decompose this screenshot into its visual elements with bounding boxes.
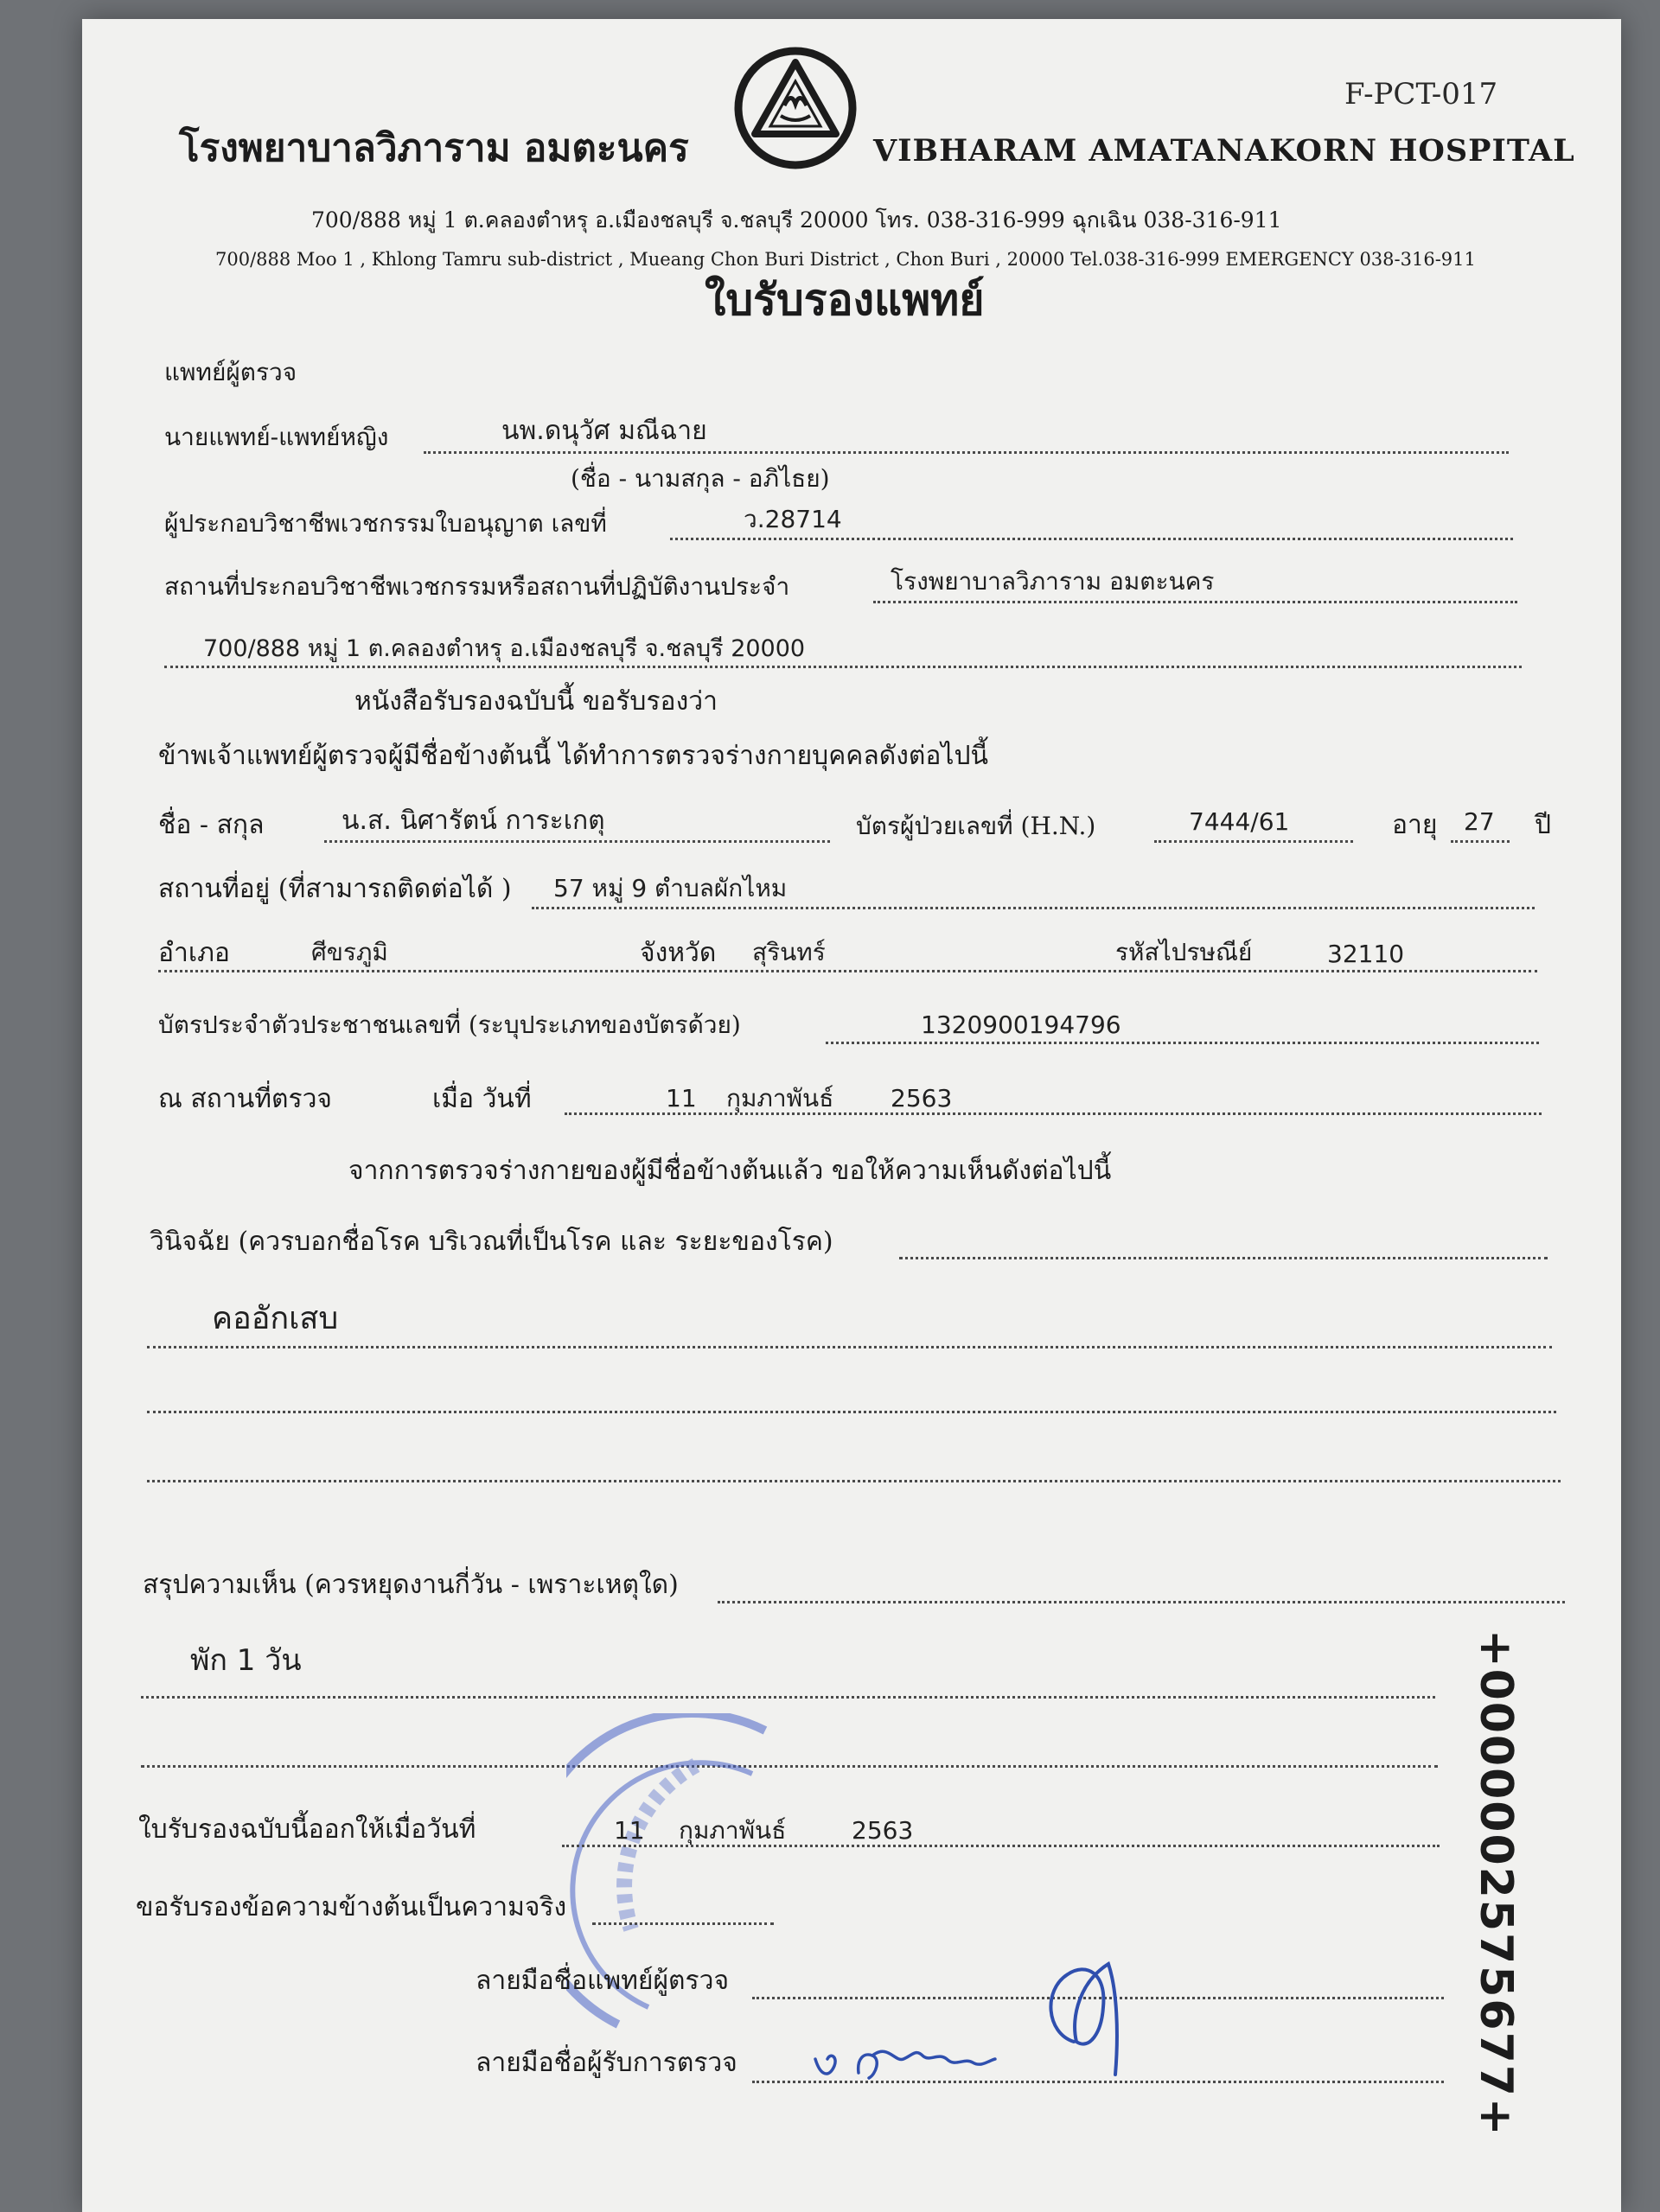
summary-line-1 [718,1601,1565,1603]
patient-name-value: น.ส. นิศารัตน์ การะเกตุ [342,806,605,836]
district-line [158,970,1537,972]
hospital-logo-icon [731,43,860,173]
hn-value: 7444/61 [1189,807,1290,836]
workplace-address: 700/888 หมู่ 1 ต.คลองตำหรุ อ.เมืองชลบุรี จ.ชลบุรี 20000 [203,635,806,662]
province-value: สุรินทร์ [752,938,826,966]
patient-address-value: 57 หมู่ 9 ตำบลผักไหม [553,874,788,902]
issue-month: กุมภาพันธ์ [679,1816,787,1845]
patient-signature-icon [808,2033,1007,2094]
workplace-value: โรงพยาบาลวิภาราม อมตะนคร [891,567,1215,596]
id-label: บัตรประจำตัวประชาชนเลขที่ (ระบุประเภทของบัตรด้วย) [158,1010,741,1039]
form-code: F-PCT-017 [1344,77,1498,112]
truth-line-dots [592,1922,774,1925]
official-stamp-icon [566,1713,774,2059]
serial-number: +0000002575677+ [1470,1629,1522,2138]
certificate-page [82,19,1621,2212]
statement: ข้าพเจ้าแพทย์ผู้ตรวจผู้มีชื่อข้างต้นนี้ ได้ทำการตรวจร่างกายบุคคลดังต่อไปนี้ [158,741,988,771]
issue-line [562,1845,1440,1847]
diagnosis-line-3 [147,1411,1556,1413]
certify-line: หนังสือรับรองฉบับนี้ ขอรับรองว่า [354,686,718,717]
doctor-section-label: แพทย์ผู้ตรวจ [164,358,297,386]
summary-line-2 [141,1696,1435,1699]
issue-year: 2563 [852,1816,914,1845]
summary-label: สรุปความเห็น (ควรหยุดงานกี่วัน - เพราะเหตุใด) [143,1570,679,1600]
issue-day: 11 [614,1816,645,1845]
exam-date-line [565,1112,1542,1115]
id-value: 1320900194796 [921,1010,1121,1039]
exam-year: 2563 [891,1084,953,1112]
hn-line [1154,840,1353,843]
diagnosis-label: วินิจฉัย (ควรบอกชื่อโรค บริเวณที่เป็นโรค และ ระยะของโรค) [150,1227,833,1257]
exam-date-label: เมื่อ วันที่ [432,1084,532,1114]
license-label: ผู้ประกอบวิชาชีพเวชกรรมใบอนุญาต เลขที่ [164,509,607,538]
hospital-name-en: VIBHARAM AMATANAKORN HOSPITAL [873,133,1575,169]
patient-name-line [324,840,830,843]
postal-value: 32110 [1327,940,1405,968]
diagnosis-line-2 [147,1346,1552,1348]
doctor-name-hint: (ชื่อ - นามสกุล - อภิไธย) [571,464,830,493]
exam-month: กุมภาพันธ์ [726,1084,834,1112]
summary-value: พัก 1 วัน [190,1643,302,1678]
doctor-name-value: นพ.ดนุวัศ มณีฉาย [501,416,707,446]
age-line [1451,840,1510,843]
patient-address-line [532,907,1535,909]
doctor-name-line [424,451,1509,454]
doctor-name-label: นายแพทย์-แพทย์หญิง [164,423,389,451]
diagnosis-line-1 [899,1257,1548,1259]
id-line [826,1042,1539,1044]
age-value: 27 [1464,807,1495,836]
hospital-address-en: 700/888 Moo 1 , Khlong Tamru sub-district , Mueang Chon Buri District , Chon Buri , 20000 Tel.038-316-999 EMERGENCY 038-316-911 [215,249,1476,270]
license-line [670,538,1513,540]
province-label: จังหวัด [640,938,717,968]
age-unit: ปี [1535,810,1552,840]
hospital-address-th: 700/888 หมู่ 1 ต.คลองตำหรุ อ.เมืองชลบุรี จ.ชลบุรี 20000 โทร. 038-316-999 ฉุกเฉิน 038-316-911 [311,207,1282,233]
patient-name-label: ชื่อ - สกุล [158,810,265,840]
workplace-label: สถานที่ประกอบวิชาชีพเวชกรรมหรือสถานที่ปฏิบัติงานประจำ [164,572,790,601]
district-value: ศีขรภูมิ [311,938,388,966]
hospital-name-th: โรงพยาบาลวิภาราม อมตะนคร [179,126,689,170]
license-value: ว.28714 [744,505,842,533]
exam-day: 11 [666,1084,697,1112]
exam-place-label: ณ สถานที่ตรวจ [158,1084,332,1114]
workplace-address-line [164,666,1522,668]
doctor-signature-icon [1029,1955,1141,2081]
issue-label: ใบรับรองฉบับนี้ออกให้เมื่อวันที่ [138,1814,476,1845]
postal-label: รหัสไปรษณีย์ [1115,938,1253,966]
diagnosis-line-4 [147,1480,1561,1482]
district-label: อำเภอ [158,938,230,968]
opinion-intro: จากการตรวจร่างกายของผู้มีชื่อข้างต้นแล้ว ขอให้ความเห็นดังต่อไปนี้ [348,1156,1112,1186]
workplace-line [873,601,1517,603]
hn-label: บัตรผู้ป่วยเลขที่ (H.N.) [856,812,1096,840]
patient-address-label: สถานที่อยู่ (ที่สามารถติดต่อได้ ) [158,874,512,904]
diagnosis-value: คออักเสบ [212,1301,339,1336]
patient-signature-label: ลายมือชื่อผู้รับการตรวจ [476,2048,737,2078]
age-label: อายุ [1392,810,1438,840]
truth-line: ขอรับรองข้อความข้างต้นเป็นความจริง [136,1892,567,1922]
summary-line-3 [141,1765,1438,1768]
page-title: ใบรับรองแพทย์ [705,274,985,325]
doctor-signature-label: ลายมือชื่อแพทย์ผู้ตรวจ [476,1966,730,1996]
